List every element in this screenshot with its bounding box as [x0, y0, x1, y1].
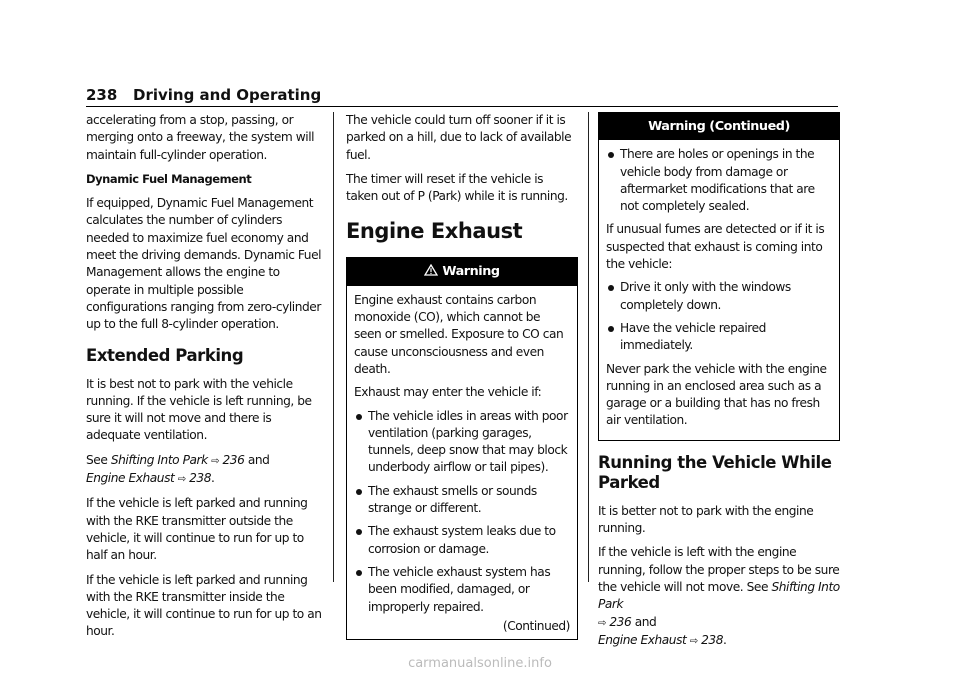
paragraph: The timer will reset if the vehicle is taken out of P (Park) while it is running. [346, 171, 568, 204]
warning-label: Warning [442, 264, 500, 280]
warning-box-continued [598, 112, 840, 441]
section-title: Driving and Operating [133, 86, 322, 104]
and-label: and [247, 452, 270, 467]
column-right [598, 112, 840, 657]
heading-running-vehicle-while-parked: Running the Vehicle While Parked [598, 452, 832, 492]
warning-list [606, 279, 832, 354]
bullet-icon [356, 489, 362, 495]
and-label: and [634, 614, 657, 629]
page-number: 238 [86, 86, 118, 104]
page-ref-number[interactable]: 236 [609, 614, 632, 629]
paragraph: It is better not to park with the engine running. [598, 503, 814, 536]
link-shifting-into-park[interactable]: Shifting Into Park [598, 579, 840, 612]
paragraph: It is best not to park with the vehicle running. If the vehicle is left running, be sure it will not move and there is adequate ventilation. [86, 376, 312, 443]
bullet-icon [608, 326, 614, 332]
list-item: Have the vehicle repaired immediately. [606, 320, 832, 355]
warning-list [606, 146, 832, 215]
warning-paragraph: Engine exhaust contains carbon monoxide (CO), which cannot be seen or smelled. Exposure to CO can cause unconsciousness and even death. [354, 292, 564, 376]
page-ref-number[interactable]: 238 [701, 632, 724, 647]
list-item: There are holes or openings in the vehicle body from damage or aftermarket modifications that are not completely sealed. [606, 146, 832, 215]
paragraph: If the vehicle is left parked and running with the RKE transmitter outside the vehicle, it will continue to run for up to half an hour. [86, 496, 308, 563]
see-label: See [86, 452, 108, 467]
column-middle [346, 112, 578, 640]
warning-header [347, 258, 577, 285]
bullet-icon [608, 152, 614, 158]
paragraph: The vehicle could turn off sooner if it is parked on a hill, due to lack of available fuel. [346, 113, 572, 162]
list-item: The vehicle idles in areas with poor ventilation (parking garages, tunnels, deep snow that may block underbody airflow or tail pipes). [354, 408, 570, 477]
column-left [86, 112, 326, 648]
bullet-icon [356, 529, 362, 535]
page-ref-number[interactable]: 238 [189, 471, 212, 486]
page-header [86, 84, 838, 107]
list-item: The exhaust smells or sounds strange or different. [354, 483, 570, 518]
warning-triangle-icon [424, 264, 438, 276]
warning-body [347, 286, 577, 639]
warning-header: Warning (Continued) [599, 113, 839, 140]
column-divider [588, 112, 589, 582]
cross-reference-paragraph: See Shifting Into Park ⇨ 236 and Engine Exhaust ⇨ 238. [86, 452, 270, 486]
warning-paragraph: Exhaust may enter the vehicle if: [354, 385, 542, 400]
link-engine-exhaust[interactable]: Engine Exhaust [598, 632, 687, 647]
list-item: The vehicle exhaust system has been modified, damaged, or improperly repaired. [354, 564, 570, 616]
page-ref-number[interactable]: 236 [222, 452, 245, 467]
bullet-icon [356, 570, 362, 576]
link-shifting-into-park[interactable]: Shifting Into Park [110, 452, 208, 467]
column-divider [333, 112, 334, 582]
list-item: Drive it only with the windows completely down. [606, 279, 832, 314]
page-ref-icon: ⇨ [177, 474, 186, 486]
watermark: carmanualsonline.info [408, 656, 552, 671]
warning-box [346, 257, 578, 640]
page-ref-icon: ⇨ [689, 635, 698, 647]
subheading-dynamic-fuel-management: Dynamic Fuel Management [86, 171, 252, 186]
paragraph: If the vehicle is left parked and running with the RKE transmitter inside the vehicle, it will continue to run for up to an hour. [86, 572, 322, 639]
page-ref-icon: ⇨ [598, 617, 606, 629]
list-item: The exhaust system leaks due to corrosion or damage. [354, 523, 570, 558]
heading-engine-exhaust: Engine Exhaust [346, 219, 523, 244]
page-ref-icon: ⇨ [211, 455, 220, 467]
warning-list [354, 408, 570, 616]
link-engine-exhaust[interactable]: Engine Exhaust [86, 471, 175, 486]
warning-body [599, 140, 839, 439]
continued-label: (Continued) [502, 618, 570, 633]
warning-paragraph: If unusual fumes are detected or if it is suspected that exhaust is coming into the vehicle: [606, 222, 825, 272]
bullet-icon [356, 414, 362, 420]
cross-reference-paragraph: If the vehicle is left with the engine running, follow the proper steps to be sure the vehicle will not move. See Shifting Into Park ⇨ 236 and Engine Exhaust ⇨ 238. [598, 545, 840, 647]
warning-paragraph: Never park the vehicle with the engine running in an enclosed area such as a garage or a building that has no fresh air ventilation. [606, 361, 827, 428]
heading-extended-parking: Extended Parking [86, 345, 244, 365]
paragraph: If equipped, Dynamic Fuel Management calculates the number of cylinders needed to maximize fuel economy and meet the driving demands. Dynamic Fuel Management allows the engine to operate in multiple possible configurations ranging from zero-cylinder up to the full 8-cylinder operation. [86, 196, 322, 332]
bullet-icon [608, 285, 614, 291]
paragraph: accelerating from a stop, passing, or merging onto a freeway, the system will maintain full-cylinder operation. [86, 113, 315, 162]
